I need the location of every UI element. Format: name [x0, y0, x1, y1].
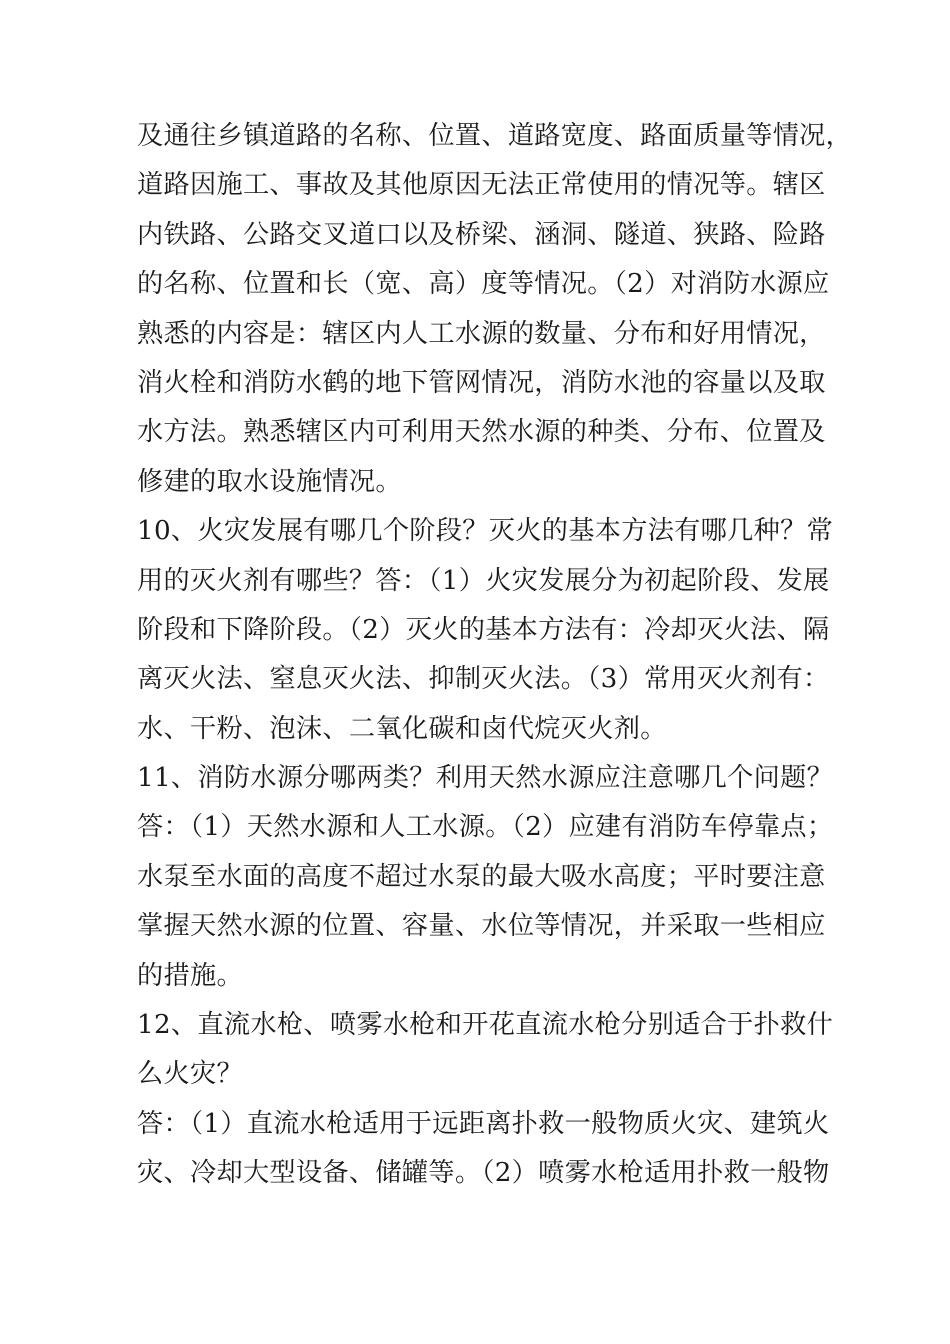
text-line: 修建的取水设施情况。: [137, 466, 402, 497]
question-12-line: 12、直流水枪、喷雾水枪和开花直流水枪分别适合于扑救什: [137, 1010, 834, 1041]
question-11-line: 11、消防水源分哪两类？利用天然水源应注意哪几个问题？: [137, 763, 834, 794]
text-line: 阶段和下降阶段。（2）灭火的基本方法有：冷却灭火法、隔: [137, 614, 830, 645]
text-line: 内铁路、公路交叉道口以及桥梁、涵洞、隧道、狭路、险路: [137, 219, 826, 250]
text-line: 么火灾？: [137, 1059, 243, 1090]
text-line: 答：（1）天然水源和人工水源。（2）应建有消防车停靠点；: [137, 812, 834, 843]
text-line: 及通往乡镇道路的名称、位置、道路宽度、路面质量等情况，: [137, 121, 853, 151]
text-line: 用的灭火剂有哪些？答：（1）火灾发展分为初起阶段、发展: [137, 565, 830, 596]
text-line: 的措施。: [137, 960, 243, 991]
text-line: 的名称、位置和长（宽、高）度等情况。（2）对消防水源应: [137, 269, 830, 300]
text-line: 离灭火法、窒息灭火法、抑制灭火法。（3）常用灭火剂有：: [137, 664, 830, 695]
document-body: [137, 112, 853, 1199]
text-line: 道路因施工、事故及其他原因无法正常使用的情况等。辖区: [137, 170, 826, 201]
question-10-line: 10、火灾发展有哪几个阶段？灭火的基本方法有哪几种？常: [137, 516, 834, 547]
text-line: 熟悉的内容是：辖区内人工水源的数量、分布和好用情况，: [137, 318, 826, 349]
text-line: 水、干粉、泡沫、二氧化碳和卤代烷灭火剂。: [137, 713, 667, 744]
text-line: 掌握天然水源的位置、容量、水位等情况，并采取一些相应: [137, 911, 826, 942]
text-line: 答：（1）直流水枪适用于远距离扑救一般物质火灾、建筑火: [137, 1108, 830, 1139]
text-line: 灾、冷却大型设备、储罐等。（2）喷雾水枪适用扑救一般物: [137, 1158, 830, 1189]
text-line: 消火栓和消防水鹤的地下管网情况，消防水池的容量以及取: [137, 367, 826, 398]
text-line: 水泵至水面的高度不超过水泵的最大吸水高度；平时要注意: [137, 861, 826, 892]
text-line: 水方法。熟悉辖区内可利用天然水源的种类、分布、位置及: [137, 417, 826, 448]
